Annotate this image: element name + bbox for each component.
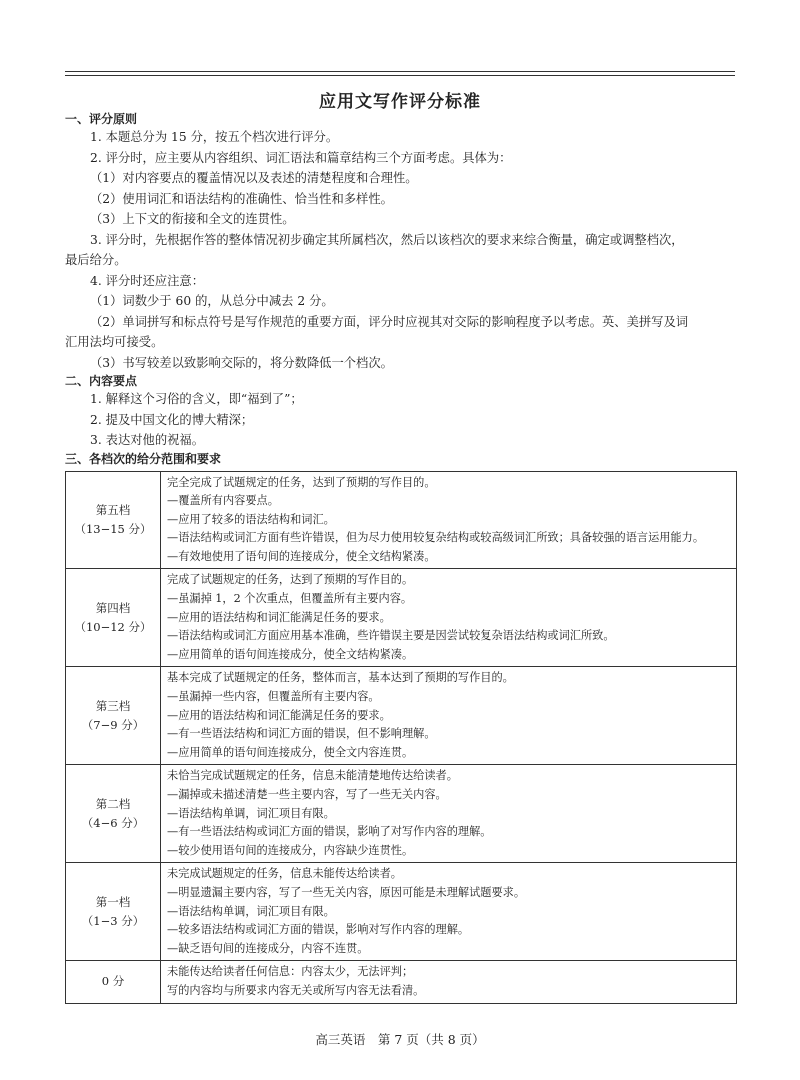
table-row: [66, 667, 737, 765]
principle-line: （1）对内容要点的覆盖情况以及表述的清楚程度和合理性。: [90, 171, 418, 185]
band-line: —应用了较多的语法结构和词汇。: [167, 512, 335, 526]
band-level-cell: [66, 765, 161, 863]
band-range: （10−12 分）: [74, 619, 152, 634]
key-point-line: 2. 提及中国文化的博大精深；: [90, 412, 254, 427]
band-line: —虽漏掉一些内容，但覆盖所有主要内容。: [167, 690, 380, 704]
band-line: —有一些语法结构或词汇方面的错误，影响了对写作内容的理解。: [167, 825, 492, 839]
band-level: 第一档: [95, 894, 131, 909]
band-line: —语法结构单调，词汇项目有限。: [167, 806, 335, 820]
band-range: （13−15 分）: [74, 521, 152, 536]
band-line: —缺乏语句间的连接成分，内容不连贯。: [167, 941, 369, 955]
principle-line: （1）词数少于 60 的，从总分中减去 2 分。: [90, 294, 334, 308]
principle-line: （2）单词拼写和标点符号是写作规范的重要方面，评分时应视其对交际的影响程度予以考虑。英、美拼写及词: [90, 314, 689, 329]
principle-line: 汇用法均可接受。: [65, 335, 164, 349]
section-heading-key-points: 二、内容要点: [65, 374, 138, 388]
band-level: 第三档: [95, 698, 131, 713]
band-level: 第二档: [95, 796, 131, 811]
table-row: [66, 961, 737, 1003]
band-level-cell: [66, 863, 161, 961]
band-line: —较少使用语句间的连接成分，内容缺少连贯性。: [167, 843, 414, 857]
principle-line: 4. 评分时还应注意：: [90, 273, 205, 288]
band-line: 未完成试题规定的任务，信息未能传达给读者。: [167, 867, 402, 881]
document-body: [65, 111, 737, 1004]
principle-line: （3）上下文的衔接和全文的连贯性。: [90, 212, 295, 226]
band-line: 完成了试题规定的任务，达到了预期的写作目的。: [167, 573, 414, 587]
band-line: 未恰当完成试题规定的任务，信息未能清楚地传达给读者。: [167, 769, 458, 783]
band-line: —应用的语法结构和词汇能满足任务的要求。: [167, 708, 391, 722]
band-line: 写的内容均与所要求内容无关或所写内容无法看清。: [167, 983, 425, 997]
band-range: （4−6 分）: [81, 815, 145, 830]
principle-line: （2）使用词汇和语法结构的准确性、恰当性和多样性。: [90, 191, 393, 206]
score-band-table: [65, 471, 737, 1004]
principle-line: 2. 评分时，应主要从内容组织、词汇语法和篇章结构三个方面考虑。具体为：: [90, 150, 512, 165]
page-footer: 高三英语 第 7 页（共 8 页）: [315, 1032, 485, 1047]
band-level-cell: [66, 961, 161, 1003]
header-rule-thin: [65, 75, 735, 76]
band-line: —漏掉或未描述清楚一些主要内容，写了一些无关内容。: [167, 788, 447, 801]
band-range: （1−3 分）: [81, 913, 145, 928]
principle-line: 最后给分。: [65, 253, 127, 267]
band-line: —应用的语法结构和词汇能满足任务的要求。: [167, 610, 391, 624]
table-row: [66, 765, 737, 863]
band-level-cell: [66, 667, 161, 765]
band-line: 完全完成了试题规定的任务，达到了预期的写作目的。: [167, 475, 436, 489]
band-line: 未能传达给读者任何信息：内容太少，无法评判；: [167, 965, 414, 979]
band-description-cell: [161, 765, 737, 863]
band-line: —有一些语法结构和词汇方面的错误，但不影响理解。: [167, 727, 436, 741]
band-line: —应用简单的语句间连接成分，使全文结构紧凑。: [167, 647, 414, 661]
table-row: [66, 863, 737, 961]
table-row: [66, 569, 737, 667]
table-row: [66, 471, 737, 569]
band-description-cell: [161, 471, 737, 569]
key-points-list: [65, 389, 737, 451]
header-rule: [65, 71, 735, 72]
page-title: 应用文写作评分标准: [319, 92, 481, 112]
band-line: —虽漏掉 1，2 个次重点，但覆盖所有主要内容。: [167, 592, 413, 606]
band-line: —语法结构或词汇方面有些许错误，但为尽力使用较复杂结构或较高级词汇所致；具备较强的语言运用能力。: [167, 531, 705, 545]
key-point-line: 3. 表达对他的祝福。: [90, 433, 205, 447]
key-point-line: 1. 解释这个习俗的含义，即“福到了”；: [90, 392, 303, 406]
principles-list: [65, 127, 737, 373]
section-heading-principles: 一、评分原则: [65, 112, 138, 126]
band-description-cell: [161, 667, 737, 765]
band-line: —有效地使用了语句间的连接成分，使全文结构紧凑。: [167, 549, 436, 563]
band-range: （7−9 分）: [81, 717, 145, 732]
band-line: —较多语法结构或词汇方面的错误，影响对写作内容的理解。: [167, 923, 470, 937]
section-heading-score-bands: 三、各档次的给分范围和要求: [65, 451, 222, 466]
band-line: 基本完成了试题规定的任务，整体而言，基本达到了预期的写作目的。: [167, 671, 514, 685]
band-description-cell: [161, 961, 737, 1003]
band-level: 0 分: [101, 974, 125, 989]
principle-line: （3）书写较差以致影响交际的，将分数降低一个档次。: [90, 355, 393, 370]
band-description-cell: [161, 863, 737, 961]
band-line: —覆盖所有内容要点。: [167, 494, 279, 508]
band-line: —应用简单的语句间连接成分，使全文内容连贯。: [167, 745, 414, 759]
band-line: —明显遗漏主要内容，写了一些无关内容，原因可能是未理解试题要求。: [167, 885, 526, 899]
principle-line: 3. 评分时，先根据作答的整体情况初步确定其所属档次，然后以该档次的要求来综合衡量，确定或调整档次，: [90, 232, 684, 247]
principle-line: 1. 本题总分为 15 分，按五个档次进行评分。: [90, 130, 339, 144]
band-line: —语法结构单调，词汇项目有限。: [167, 904, 335, 918]
band-description-cell: [161, 569, 737, 667]
band-level-cell: [66, 569, 161, 667]
band-level: 第五档: [95, 502, 131, 517]
band-line: —语法结构或词汇方面应用基本准确，些许错误主要是因尝试较复杂语法结构或词汇所致。: [167, 629, 615, 643]
band-level-cell: [66, 471, 161, 569]
band-level: 第四档: [95, 600, 131, 615]
